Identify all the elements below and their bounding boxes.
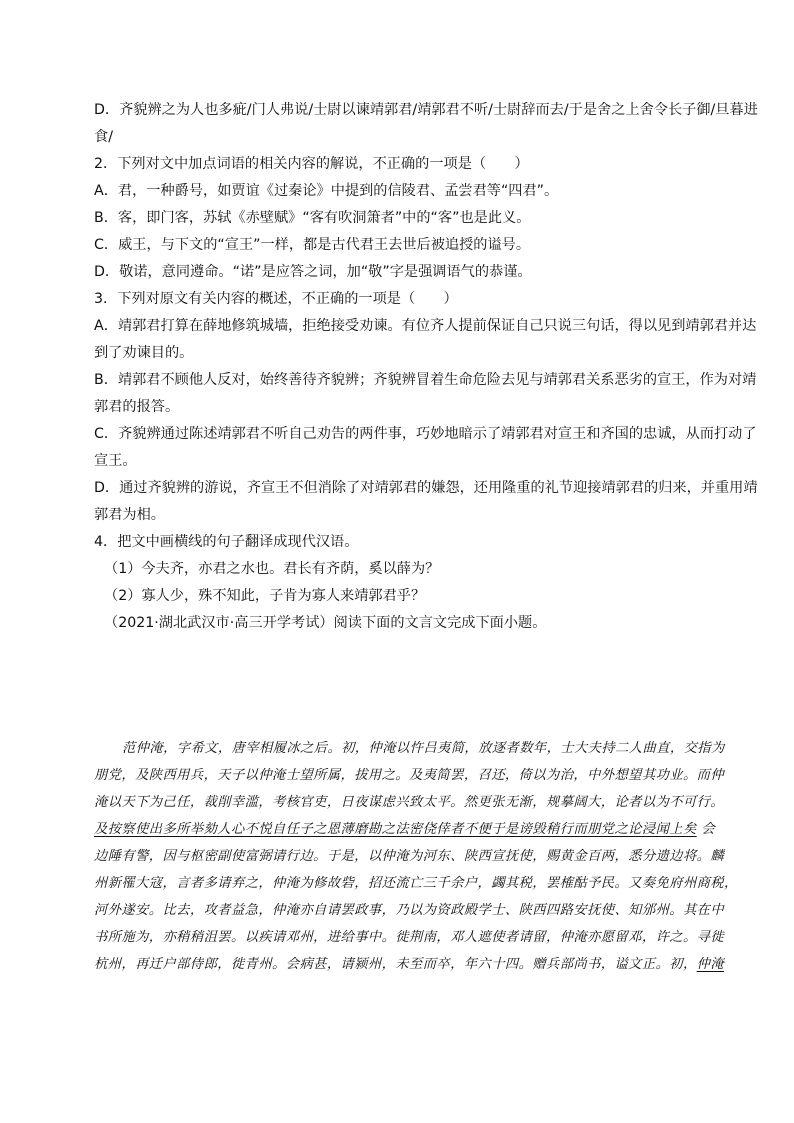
passage-line: 范仲淹，字希文，唐宰相履冰之后。初，仲淹以忤吕夷简，放逐者数年，士大夫持二人曲直，交指为 — [122, 741, 725, 756]
question-3-option-d-line-2: 郭君为相。 — [94, 507, 165, 523]
question-3-option-b-line-1: B．靖郭君不顾他人反对，始终善待齐貌辨；齐貌辨冒着生命危险去见与靖郭君关系恶劣的宣王，作为对靖 — [94, 372, 757, 388]
question-3-option-b-line-2: 郭君的报答。 — [94, 399, 180, 415]
underlined-fragment: 仲淹 — [696, 957, 725, 972]
question-2-option-d: D．敬诺，意同遵命。“诺”是应答之词，加“敬”字是强调语气的恭谨。 — [94, 264, 532, 280]
passage-line: 边陲有警，因与枢密副使富弼请行边。于是，以仲淹为河东、陕西宣抚使，赐黄金百两，悉分遗边将。麟 — [94, 849, 725, 864]
question-2: 2．下列对文中加点词语的相关内容的解说，不正确的一项是（ ） — [94, 156, 529, 172]
question-2-option-c: C．威王，与下文的“宣王”一样，都是古代君王去世后被追授的谥号。 — [94, 237, 531, 253]
option-d-line-2: 食/ — [94, 129, 113, 145]
question-3: 3．下列对原文有关内容的概述，不正确的一项是（ ） — [94, 291, 458, 307]
passage-line: 淹以天下为己任，裁削幸滥，考核官吏，日夜谋虑兴致太平。然更张无渐，规摹阔大，论者以为不可行。 — [94, 795, 725, 810]
passage-line: 书所施为，亦稍稍沮罢。以疾请邓州，进给事中。徙荆南，邓人遮使者请留，仲淹亦愿留邓，许之。寻徙 — [94, 930, 725, 945]
question-4-sentence-1: （1）今夫齐，亦君之水也。君长有齐荫，奚以薛为？ — [104, 561, 440, 577]
passage-source-intro: （2021·湖北武汉市·高三开学考试）阅读下面的文言文完成下面小题。 — [104, 615, 547, 631]
question-4-sentence-2: （2）寡人少，殊不知此，子肯为寡人来靖郭君乎？ — [104, 588, 426, 604]
question-4: 4．把文中画横线的句子翻译成现代汉语。 — [94, 534, 359, 550]
passage-fragment: 杭州，再迁户部侍郎，徙青州。会病甚，请颍州，未至而卒，年六十四。赠兵部尚书，谥文正。初， — [94, 957, 697, 972]
question-3-option-c-line-2: 宣王。 — [94, 453, 137, 469]
passage-line: 河外遂安。比去，攻者益急，仲淹亦自请罢政事，乃以为资政殿学士、陕西四路安抚使、知邠州。其在中 — [94, 903, 725, 918]
passage-line: 朋党，及陕西用兵，天子以仲淹士望所属，拔用之。及夷简罢，召还，倚以为治，中外想望其功业。而仲 — [94, 768, 725, 783]
question-3-option-d-line-1: D．通过齐貌辨的游说，齐宣王不但消除了对靖郭君的嫌怨，还用隆重的礼节迎接靖郭君的归来，并重用靖 — [94, 480, 758, 496]
passage-fragment: 会 — [701, 822, 716, 837]
question-3-option-a-line-2: 到了劝谏目的。 — [94, 345, 194, 361]
question-3-option-c-line-1: C．齐貌辨通过陈述靖郭君不听自己劝告的两件事，巧妙地暗示了靖郭君对宣王和齐国的忠诚，从而打动了 — [94, 426, 757, 442]
passage-line-underlined — [94, 816, 719, 843]
option-d-line-1: D．齐貌辨之为人也多疵/门人弗说/士尉以谏靖郭君/靖郭君不听/士尉辞而去/于是舍之上舍令长子御/旦暮进 — [94, 102, 758, 118]
question-3-option-a-line-1: A．靖郭君打算在薛地修筑城墙，拒绝接受劝谏。有位齐人提前保证自己只说三句话，得以见到靖郭君并达 — [94, 318, 757, 334]
passage-line-last — [94, 951, 725, 978]
underlined-sentence: 及按察使出多所举劾人心不悦自任子之恩薄磨勘之法密侥倖者不便于是谤毁稍行而朋党之论浸闻上矣 — [94, 822, 697, 837]
passage-line: 州新罹大寇，言者多请弃之，仲淹为修故砦，招还流亡三千余户，蠲其税，罢榷酤予民。又奏免府州商税， — [94, 876, 738, 891]
question-2-option-b: B．客，即门客，苏轼《赤壁赋》“客有吹洞箫者”中的“客”也是此义。 — [94, 210, 531, 226]
question-2-option-a: A．君，一种爵号，如贾谊《过秦论》中提到的信陵君、孟尝君等“四君”。 — [94, 183, 559, 199]
questions-block — [94, 97, 758, 637]
classical-passage — [94, 735, 738, 978]
